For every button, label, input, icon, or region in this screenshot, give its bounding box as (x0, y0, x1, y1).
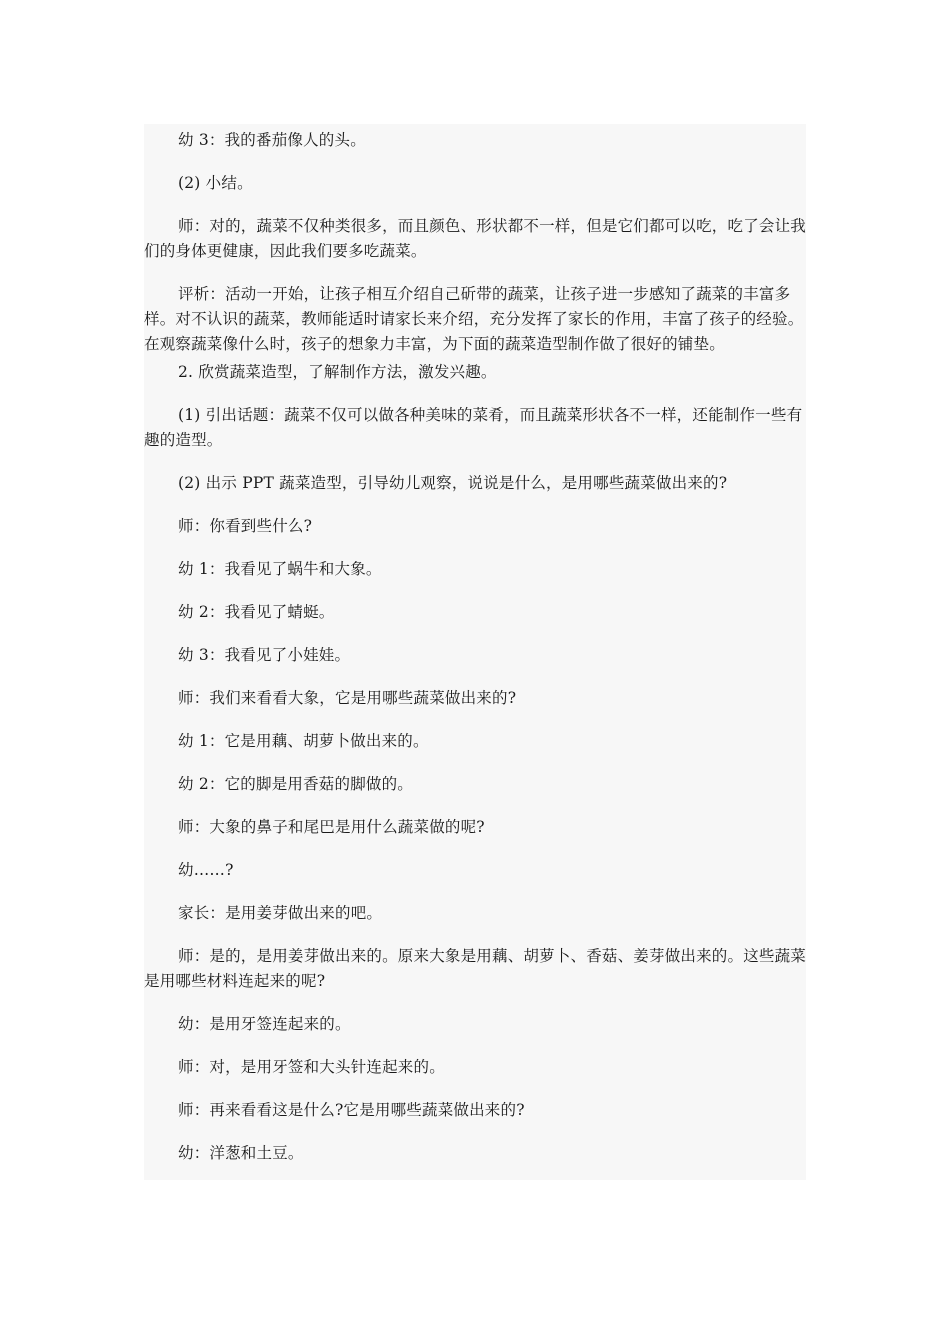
paragraph: 幼 3：我的番茄像人的头。 (178, 131, 366, 149)
paragraph: (2) 小结。 (178, 174, 253, 192)
document-body (144, 124, 806, 1180)
paragraph: 师：大象的鼻子和尾巴是用什么蔬菜做的呢? (178, 818, 485, 836)
paragraph: 师：是的，是用姜芽做出来的。原来大象是用藕、胡萝卜、香菇、姜芽做出来的。这些蔬菜是用哪些材料连起来的呢? (144, 947, 807, 990)
paragraph: 幼 1：我看见了蜗牛和大象。 (178, 560, 382, 578)
paragraph: 幼 1：它是用藕、胡萝卜做出来的。 (178, 732, 429, 750)
paragraph: 幼：是用牙签连起来的。 (178, 1015, 351, 1033)
paragraph: 师：我们来看看大象，它是用哪些蔬菜做出来的? (178, 689, 517, 707)
paragraph: 家长：是用姜芽做出来的吧。 (178, 904, 383, 922)
paragraph: 师：再来看看这是什么?它是用哪些蔬菜做出来的? (178, 1101, 525, 1119)
paragraph: 师：你看到些什么? (178, 517, 313, 535)
paragraph: 幼 2：我看见了蜻蜓。 (178, 603, 335, 621)
paragraph: (2) 出示 PPT 蔬菜造型，引导幼儿观察，说说是什么，是用哪些蔬菜做出来的? (178, 474, 728, 492)
paragraph: (1) 引出话题：蔬菜不仅可以做各种美味的菜肴，而且蔬菜形状各不一样，还能制作一些有趣的造型。 (144, 406, 803, 449)
paragraph: 师：对，是用牙签和大头针连起来的。 (178, 1058, 445, 1076)
paragraph: 评析：活动一开始，让孩子相互介绍自己斫带的蔬菜，让孩子进一步感知了蔬菜的丰富多样。对不认识的蔬菜，教师能适时请家长来介绍，充分发挥了家长的作用，丰富了孩子的经验。在观察蔬菜像什么时，孩子的想象力丰富，为下面的蔬菜造型制作做了很好的铺垫。 (144, 285, 804, 353)
paragraph: 师：对的，蔬菜不仅种类很多，而且颜色、形状都不一样，但是它们都可以吃，吃了会让我们的身体更健康，因此我们要多吃蔬菜。 (144, 217, 807, 260)
paragraph: 幼 2：它的脚是用香菇的脚做的。 (178, 775, 413, 793)
paragraph: 2. 欣赏蔬菜造型，了解制作方法，激发兴趣。 (178, 363, 497, 381)
paragraph: 幼 3：我看见了小娃娃。 (178, 646, 351, 664)
paragraph: 幼……? (178, 861, 234, 879)
paragraph: 幼：洋葱和土豆。 (178, 1144, 304, 1162)
